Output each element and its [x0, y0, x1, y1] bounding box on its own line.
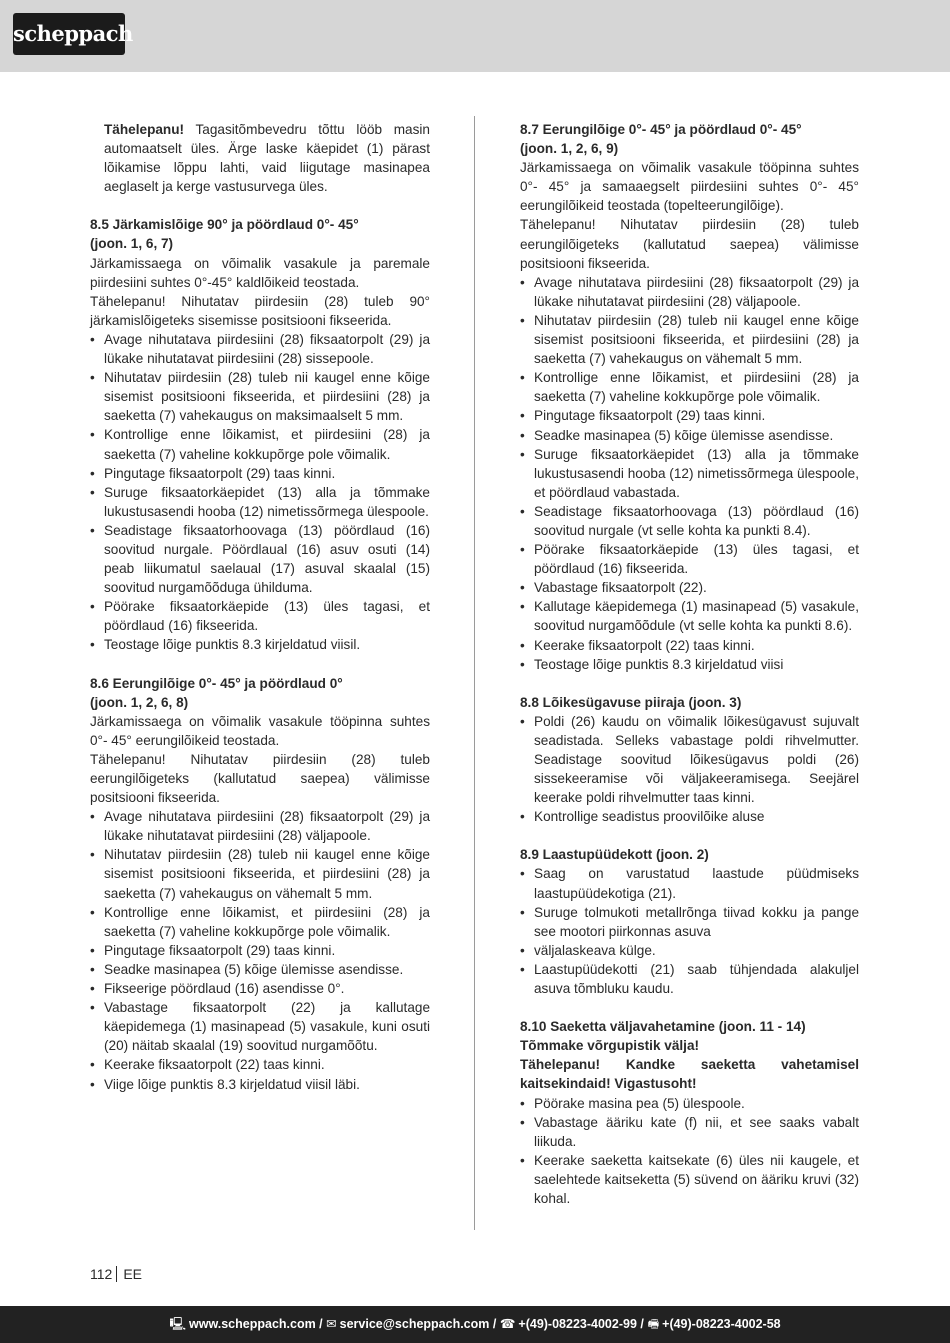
- list-item: • Teostage lõige punktis 8.3 kirjeldatud viisi: [520, 655, 859, 674]
- list-item: • Vabastage fiksaatorpolt (22).: [520, 578, 859, 597]
- paragraph: Tähelepanu! Nihutatav piirdesiin (28) tuleb 90° järkamislõigeteks sisemisse positsiooni fikseerida.: [90, 293, 430, 328]
- section-8-9-title: 8.9 Laastupüüdekott (joon. 2): [520, 847, 709, 863]
- list-item: • Pöörake fiksaatorkäepide (13) üles tagasi, et pöördlaud (16) fikseerida.: [520, 540, 859, 578]
- page-number-block: [90, 1265, 142, 1283]
- section-8-6-title: [90, 674, 430, 712]
- warning-text: Tagasitõmbevedru tõttu lööb masin automaatselt üles. Ärge laske käepidet (1) pärast lõikamise lõppu lahti, vaid liigutage masinapea aeglaselt ja kerge vastusurvega üles.: [104, 122, 430, 195]
- section-8-6: [90, 674, 430, 1094]
- warning-label: Tähelepanu!: [104, 122, 185, 137]
- list-item: • Kontrollige enne lõikamist, et piirdesiini (28) ja saeketta (7) vaheline kokkupõrge pole võimalik.: [520, 368, 859, 406]
- list-item: • Laastupüüdekotti (21) saab tühjendada alakuljel asuva tõmbluku kaudu.: [520, 960, 859, 998]
- paragraph: Järkamissaega on võimalik vasakule tööpinna suhtes 0°- 45° eerungilõikeid teostada.: [90, 713, 430, 748]
- unplug-warning: Tõmmake võrgupistik välja!: [520, 1038, 700, 1054]
- list-item: • Fikseerige pöördlaud (16) asendisse 0°.: [90, 979, 430, 998]
- list-item: • Keerake saeketta kaitsekate (6) üles nii kaugele, et saelehtede kaitseketta (5) süvend on ääriku kruvi (32) kohal.: [520, 1151, 859, 1208]
- section-8-10-title: 8.10 Saeketta väljavahetamine (joon. 11 - 14): [520, 1019, 806, 1035]
- bullet-list: [520, 273, 859, 674]
- list-item: • Avage nihutatava piirdesiini (28) fiksaatorpolt (29) ja lükake nihutatavat piirdesiini (28) väljapoole.: [520, 273, 859, 311]
- left-column: [90, 120, 430, 1113]
- list-item: • Seadke masinapea (5) kõige ülemisse asendisse.: [520, 426, 859, 445]
- list-item: • Avage nihutatava piirdesiini (28) fiksaatorpolt (29) ja lükake nihutatavat piirdesiini (28) väljapoole.: [90, 807, 430, 845]
- section-8-7: [520, 120, 859, 674]
- page-number: 112: [90, 1266, 113, 1282]
- list-item: • Pingutage fiksaatorpolt (29) taas kinni.: [90, 464, 430, 483]
- list-item: • Nihutatav piirdesiin (28) tuleb nii kaugel enne kõige sisemist positsiooni fikseerida, et piirdesiini (28) ja saeketta (7) vahekaugus on vähemalt 5 mm.: [90, 845, 430, 902]
- page-number-separator: [116, 1266, 117, 1282]
- mail-icon: ✉: [326, 1317, 337, 1331]
- section-8-7-title: [520, 120, 859, 158]
- section-8-9: [520, 845, 859, 998]
- list-item: • Suruge fiksaatorkäepidet (13) alla ja tõmmake lukustusasendi hooba (12) nimetissõrmega ülespoole.: [90, 483, 430, 521]
- list-item: • Vabastage ääriku kate (f) nii, et see saaks vabalt liikuda.: [520, 1113, 859, 1151]
- list-item: • Nihutatav piirdesiin (28) tuleb nii kaugel enne kõige sisemist positsiooni fikseerida, et piirdesiini (28) ja saeketta (7) vahekaugus on vähemalt 5 mm.: [520, 311, 859, 368]
- list-item: • Kontrollige enne lõikamist, et piirdesiini (28) ja saeketta (7) vaheline kokkupõrge pole võimalik.: [90, 425, 430, 463]
- list-item: • Kontrollige enne lõikamist, et piirdesiini (28) ja saeketta (7) vaheline kokkupõrge pole võimalik.: [90, 903, 430, 941]
- list-item: • Seadke masinapea (5) kõige ülemisse asendisse.: [90, 960, 430, 979]
- bullet-list: [90, 807, 430, 1093]
- bullet-list: [90, 330, 430, 655]
- list-item: • Kallutage käepidemega (1) masinapead (5) vasakule, soovitud nurgamõõdule (vt selle kohta ka punkti 8.6).: [520, 597, 859, 635]
- right-column: [520, 120, 859, 1227]
- paragraph: Tähelepanu! Nihutatav piirdesiin (28) tuleb eerungilõigeteks (kallutatud saepea) välimisse positsiooni fikseerida.: [90, 751, 430, 806]
- language-code: EE: [123, 1266, 143, 1282]
- intro-warning: [90, 120, 430, 196]
- paragraph: Tähelepanu! Nihutatav piirdesiin (28) tuleb eerungilõigeteks (kallutatud saepea) välimisse positsiooni fikseerida.: [520, 217, 859, 271]
- list-item: • Viige lõige punktis 8.3 kirjeldatud viisil läbi.: [90, 1075, 430, 1094]
- section-8-5-title: [90, 215, 430, 253]
- list-item: • Seadistage fiksaatorhoovaga (13) pöördlaud (16) soovitud nurgale (vt selle kohta ka punkti 8.4).: [520, 502, 859, 540]
- fax-icon: 🖷: [647, 1317, 660, 1331]
- section-subtitle: (joon. 1, 6, 7): [90, 236, 174, 252]
- section-title: 8.5 Järkamislõige 90° ja pöördlaud 0°- 45°: [90, 217, 359, 233]
- bullet-list: [520, 1094, 859, 1209]
- section-8-5: [90, 215, 430, 654]
- phone-icon: ☎: [499, 1317, 516, 1331]
- bullet-list: [520, 864, 859, 998]
- gloves-warning: Tähelepanu! Kandke saeketta vahetamisel kaitsekindaid! Vigastusoht!: [520, 1057, 859, 1092]
- bullet-list: [520, 712, 859, 827]
- header-band: [0, 0, 950, 72]
- list-item: • Avage nihutatava piirdesiini (28) fiksaatorpolt (29) ja lükake nihutatavat piirdesiini (28) sissepoole.: [90, 330, 430, 368]
- list-item: • väljalaskeava külge.: [520, 941, 859, 960]
- section-subtitle: (joon. 1, 2, 6, 9): [520, 141, 619, 157]
- computer-icon: 🖳: [169, 1317, 187, 1331]
- email-link[interactable]: service@scheppach.com /: [339, 1317, 497, 1331]
- list-item: • Seadistage fiksaatorhoovaga (13) pöördlaud (16) soovitud nurgale. Pöördlaual (16) asuv osuti (14) peab liikumatul saelaual (17) asuval skaalal (15) soovitud nurgamõõduga ühilduma.: [90, 521, 430, 597]
- scheppach-logo: scheppach: [13, 13, 125, 55]
- section-8-10: [520, 1017, 859, 1208]
- list-item: • Saag on varustatud laastude püüdmiseks laastupüüdekotiga (21).: [520, 864, 859, 902]
- section-title: 8.6 Eerungilõige 0°- 45° ja pöördlaud 0°: [90, 675, 343, 691]
- list-item: • Teostage lõige punktis 8.3 kirjeldatud viisil.: [90, 635, 430, 654]
- section-subtitle: (joon. 1, 2, 6, 8): [90, 694, 189, 710]
- list-item: • Pingutage fiksaatorpolt (29) taas kinni.: [90, 941, 430, 960]
- phone-number: +(49)-08223-4002-99 /: [518, 1317, 644, 1331]
- website-link[interactable]: www.scheppach.com /: [189, 1317, 323, 1331]
- section-title: 8.7 Eerungilõige 0°- 45° ja pöördlaud 0°- 45°: [520, 122, 802, 137]
- list-item: • Suruge tolmukoti metallrõnga tiivad kokku ja pange see mootori piirkonnas asuva: [520, 903, 859, 941]
- section-8-8: [520, 693, 859, 827]
- list-item: • Keerake fiksaatorpolt (22) taas kinni.: [90, 1055, 430, 1074]
- list-item: • Pingutage fiksaatorpolt (29) taas kinni.: [520, 406, 859, 425]
- column-divider: [474, 116, 475, 1230]
- list-item: • Kontrollige seadistus proovilõike aluse: [520, 807, 859, 826]
- list-item: • Keerake fiksaatorpolt (22) taas kinni.: [520, 636, 859, 655]
- paragraph: Järkamissaega on võimalik vasakule tööpinna suhtes 0°- 45° ja samaaegselt piirdesiini suhtes 0°- 45° eerungilõikeid teostada (topelteerungilõige).: [520, 160, 859, 214]
- contact-footer: [0, 1306, 950, 1343]
- paragraph: Järkamissaega on võimalik vasakule ja paremale piirdesiini suhtes 0°-45° kaldlõikeid teostada.: [90, 255, 430, 290]
- fax-number: +(49)-08223-4002-58: [662, 1317, 781, 1331]
- list-item: • Poldi (26) kaudu on võimalik lõikesügavust sujuvalt seadistada. Selleks vabastage poldi rihvelmutter. Seadistage soovitud lõikesügavus poldi (26) sissekeeramise või väljakeeramisega. Seejärel keerake poldi rihvelmutter taas kinni.: [520, 712, 859, 807]
- list-item: • Nihutatav piirdesiin (28) tuleb nii kaugel enne kõige sisemist positsiooni fikseerida, et piirdesiini (28) ja saeketta (7) vahekaugus on maksimaalselt 5 mm.: [90, 368, 430, 425]
- list-item: • Pöörake masina pea (5) ülespoole.: [520, 1094, 859, 1113]
- list-item: • Vabastage fiksaatorpolt (22) ja kallutage käepidemega (1) masinapead (5) vasakule, kuni osuti (20) näitab skaalal (19) soovitud nurgamõõtu.: [90, 998, 430, 1055]
- list-item: • Pöörake fiksaatorkäepide (13) üles tagasi, et pöördlaud (16) fikseerida.: [90, 597, 430, 635]
- list-item: • Suruge fiksaatorkäepidet (13) alla ja tõmmake lukustusasendi hooba (12) nimetissõrmega ülespoole, et pöördlaud vabastada.: [520, 445, 859, 502]
- section-8-8-title: 8.8 Lõikesügavuse piiraja (joon. 3): [520, 694, 742, 710]
